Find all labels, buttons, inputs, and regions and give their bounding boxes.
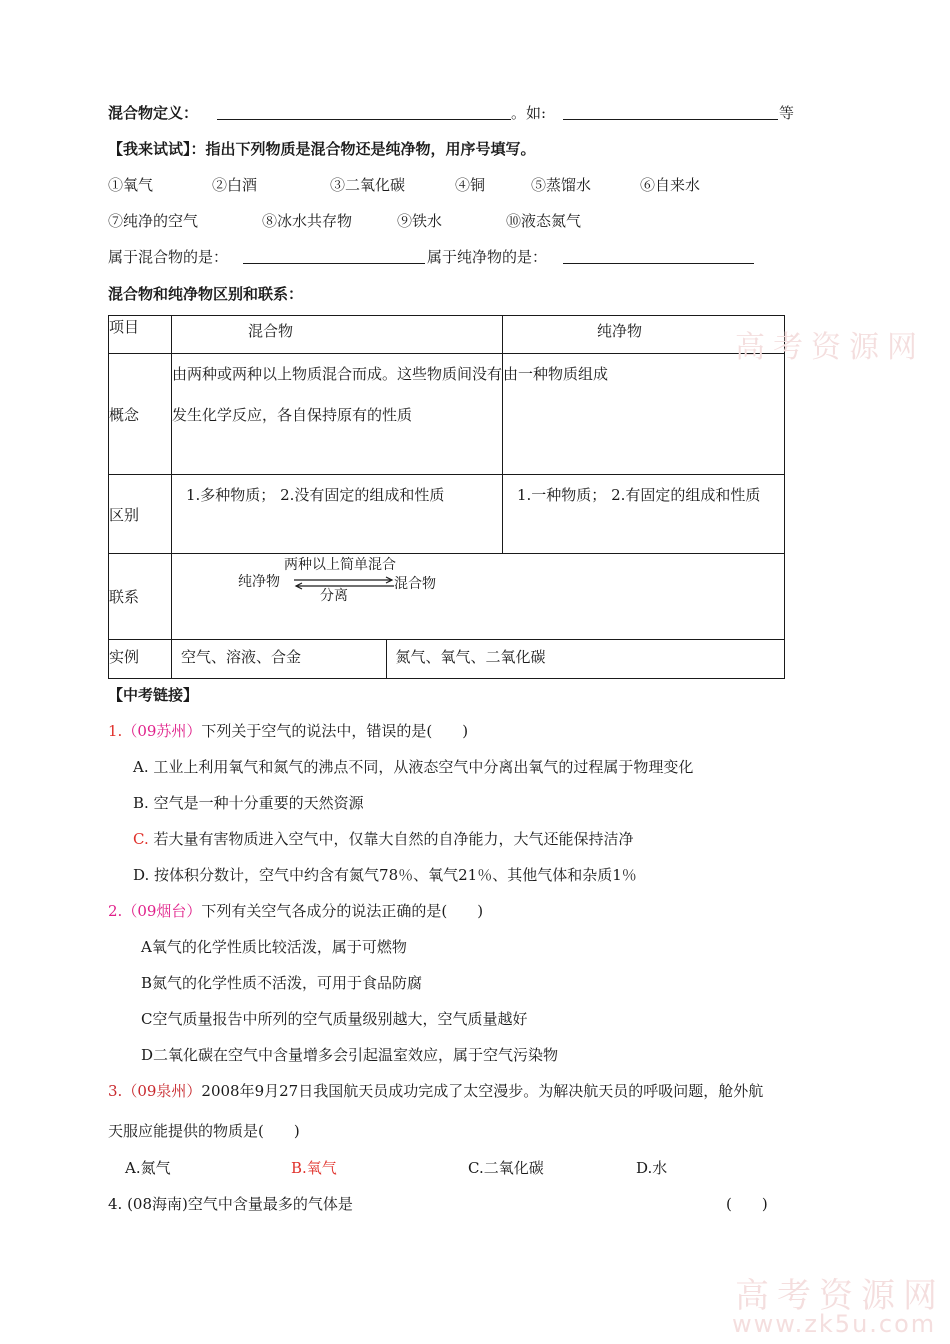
watermark-logo: 高考资源网 — [735, 1276, 945, 1316]
question-1 — [108, 720, 468, 741]
table-header-row — [109, 316, 785, 354]
table-row — [109, 554, 785, 640]
q3-stem-line2: 天服应能提供的物质是( ) — [108, 1122, 300, 1140]
relation-cell — [172, 554, 785, 640]
q2-option-c: C空气质量报告中所列的空气质量级别越大，空气质量越好 — [141, 1010, 528, 1028]
question-2 — [108, 900, 483, 921]
q2-option-b: B氮气的化学性质不活泼，可用于食品防腐 — [141, 974, 423, 992]
try-item: ③二氧化碳 — [330, 176, 406, 194]
difference-pure: 1.一种物质； 2.有固定的组成和性质 — [503, 475, 785, 554]
table-row — [109, 475, 785, 554]
q2-option-d: D二氧化碳在空气中含量增多会引起温室效应，属于空气污染物 — [141, 1046, 559, 1064]
question-3 — [108, 1080, 763, 1101]
example-blank[interactable] — [563, 119, 778, 120]
q3-number: 3. — [108, 1082, 123, 1100]
row-label-concept: 概念 — [109, 354, 172, 475]
option-key-answer: C. — [133, 830, 149, 848]
mixture-answer-label: 属于混合物的是： — [108, 248, 229, 266]
q3-option-b-answer: B.氧气 — [291, 1159, 337, 1177]
definition-blank[interactable] — [217, 119, 511, 120]
try-item: ④铜 — [455, 176, 486, 194]
watermark-logo: 高考资源网 — [735, 330, 925, 365]
comparison-table — [108, 315, 785, 679]
relation-top-label: 两种以上简单混合 — [284, 557, 396, 573]
concept-mixture: 由两种或两种以上物质混合而成。这些物质间没有发生化学反应，各自保持原有的性质 — [172, 354, 503, 475]
definition-label: 混合物定义： — [108, 104, 199, 122]
watermark-url: www.zk5u.com — [732, 1310, 937, 1338]
definition-suffix: 等 — [779, 104, 795, 122]
q1-option-d — [133, 864, 637, 885]
q3-option-a: A.氮气 — [125, 1159, 171, 1177]
relation-right-label: 混合物 — [394, 576, 436, 592]
q2-source: （09烟台） — [122, 902, 202, 920]
header-pure: 纯净物 — [503, 316, 785, 354]
header-mixture: 混合物 — [172, 316, 503, 354]
try-item: ⑨铁水 — [397, 212, 443, 230]
difference-mixture: 1.多种物质； 2.没有固定的组成和性质 — [172, 475, 503, 554]
q4-answer-blank[interactable]: ( ) — [726, 1195, 768, 1213]
option-key: A. — [133, 758, 149, 776]
table-row — [109, 354, 785, 475]
q3-option-d: D.水 — [636, 1159, 668, 1177]
option-key: B. — [133, 794, 149, 812]
q1-option-b — [133, 792, 364, 813]
q2-stem: 下列有关空气各成分的说法正确的是( ) — [201, 902, 484, 920]
pure-answer-label: 属于纯净物的是： — [427, 248, 548, 266]
q2-number: 2. — [108, 902, 123, 920]
mixture-answer-blank[interactable] — [243, 263, 425, 264]
try-item: ⑤蒸馏水 — [531, 176, 592, 194]
header-item: 项目 — [109, 316, 172, 354]
q1-option-a — [133, 756, 693, 777]
try-item: ⑩液态氮气 — [506, 212, 582, 230]
try-it-title: 【我来试试】：指出下列物质是混合物还是纯净物，用序号填写。 — [108, 140, 536, 158]
try-item: ⑦纯净的空气 — [108, 212, 199, 230]
try-item: ①氧气 — [108, 176, 154, 194]
example-cell — [172, 640, 785, 679]
option-text: 若大量有害物质进入空气中，仅靠大自然的自净能力，大气还能保持洁净 — [153, 830, 634, 848]
option-text: 空气是一种十分重要的天然资源 — [153, 794, 364, 812]
pure-answer-blank[interactable] — [563, 263, 754, 264]
q3-option-c: C.二氧化碳 — [468, 1159, 544, 1177]
q1-source: （09苏州） — [122, 722, 202, 740]
q1-stem: 下列关于空气的说法中，错误的是( ) — [201, 722, 469, 740]
q3-source: （09泉州） — [122, 1082, 202, 1100]
q1-number: 1. — [108, 722, 123, 740]
try-item: ⑥自来水 — [640, 176, 701, 194]
q3-stem-line1: 2008年9月27日我国航天员成功完成了太空漫步。为解决航天员的呼吸问题，舱外航 — [201, 1082, 764, 1100]
row-label-example: 实例 — [109, 640, 172, 679]
concept-pure: 由一种物质组成 — [503, 354, 785, 475]
question-4: 4. (08海南)空气中含量最多的气体是 — [108, 1195, 353, 1213]
try-item: ⑧冰水共存物 — [262, 212, 353, 230]
relation-diagram — [238, 554, 458, 608]
row-label-difference: 区别 — [109, 475, 172, 554]
try-item: ②白酒 — [212, 176, 258, 194]
definition-example-sep: 。如: — [511, 104, 547, 122]
example-mixture: 空气、溶液、合金 — [172, 640, 386, 678]
q2-option-a: A氧气的化学性质比较活泼，属于可燃物 — [141, 938, 407, 956]
example-pure: 氮气、氧气、二氧化碳 — [395, 648, 546, 666]
exam-link-title: 【中考链接】 — [108, 686, 199, 704]
q1-option-c — [133, 828, 634, 849]
option-text: 按体积分数计，空气中约含有氮气78％、氧气21％、其他气体和杂质1％ — [154, 866, 637, 884]
comparison-title: 混合物和纯净物区别和联系： — [108, 285, 304, 303]
table-row — [109, 640, 785, 679]
row-label-relation: 联系 — [109, 554, 172, 640]
option-key: D. — [133, 866, 150, 884]
relation-bottom-label: 分离 — [320, 588, 348, 604]
option-text: 工业上利用氧气和氮气的沸点不同，从液态空气中分离出氧气的过程属于物理变化 — [153, 758, 694, 776]
relation-arrows-icon — [292, 576, 396, 590]
relation-left-label: 纯净物 — [238, 574, 280, 590]
